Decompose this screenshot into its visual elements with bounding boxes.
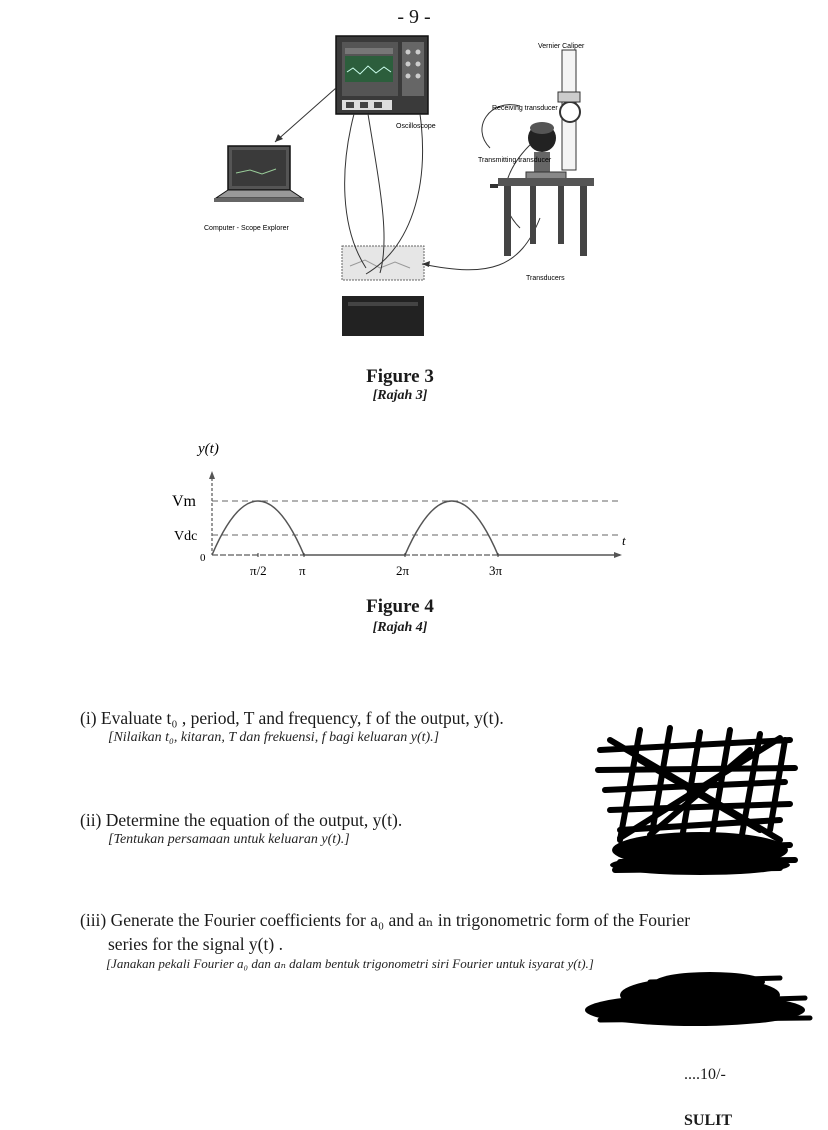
figure-4-subtitle: [Rajah 4] xyxy=(372,620,428,635)
question-iii-translation: [Janakan pekali Fourier a₀ dan aₙ dalam bentuk trigonometri siri Fourier untuk isyarat y(t).] xyxy=(106,956,594,971)
question-ii-number: (ii) xyxy=(80,810,102,830)
transducer-stand-illustration xyxy=(490,50,594,256)
transducers-label: Transducers xyxy=(526,275,565,282)
oscilloscope-label: Oscilloscope xyxy=(396,123,436,130)
tick-label-3pi: 3π xyxy=(489,563,503,578)
zero-label: 0 xyxy=(200,552,206,564)
oscilloscope-illustration xyxy=(336,36,428,114)
vernier-label: Vernier Caliper xyxy=(538,43,585,50)
question-iii-text-line2: series for the signal y(t) . xyxy=(108,934,283,954)
figure-3-subtitle: [Rajah 3] xyxy=(372,388,428,403)
question-ii xyxy=(80,808,600,848)
question-iii-number: (iii) xyxy=(80,910,107,930)
x-axis-label: t xyxy=(622,533,626,548)
redaction-scribble-marks xyxy=(580,720,820,1040)
tick-label-pi-half: π/2 xyxy=(250,563,267,578)
waveform-arc-1 xyxy=(212,501,304,555)
transmitting-label: Transmitting transducer xyxy=(478,157,552,164)
tick-label-pi: π xyxy=(299,563,306,578)
classification-label: SULIT xyxy=(684,1112,733,1129)
receiving-label: Receiving transducer xyxy=(492,105,558,112)
y-axis-label: y(t) xyxy=(198,441,219,457)
question-ii-text: Determine the equation of the output, y(t). xyxy=(105,810,403,830)
figure-3-title: Figure 3 xyxy=(366,366,434,387)
question-i-number: (i) xyxy=(80,708,97,728)
tick-label-2pi: 2π xyxy=(396,563,410,578)
waveform-arc-2 xyxy=(405,501,498,555)
vdc-label: Vdc xyxy=(174,529,198,544)
figure-4-title: Figure 4 xyxy=(366,596,434,617)
question-ii-translation: [Tentukan persamaan untuk keluaran y(t).] xyxy=(108,832,350,847)
question-iii-text-line1: Generate the Fourier coefficients for a₀ and aₙ in trigonometric form of the Fourier xyxy=(110,910,691,930)
figure-3-setup-illustration xyxy=(190,28,630,348)
laptop-illustration xyxy=(214,146,304,202)
figure-4-graph xyxy=(160,435,640,585)
vm-label: Vm xyxy=(172,493,196,510)
question-i-translation: [Nilaikan t₀, kitaran, T dan frekuensi, f bagi keluaran y(t).] xyxy=(108,730,440,745)
page-number: - 9 - xyxy=(397,6,431,28)
computer-label: Computer - Scope Explorer xyxy=(204,225,289,232)
question-i-text: Evaluate t₀ , period, T and frequency, f of the output, y(t). xyxy=(100,708,504,728)
continuation-marker: ....10/- xyxy=(684,1066,726,1083)
